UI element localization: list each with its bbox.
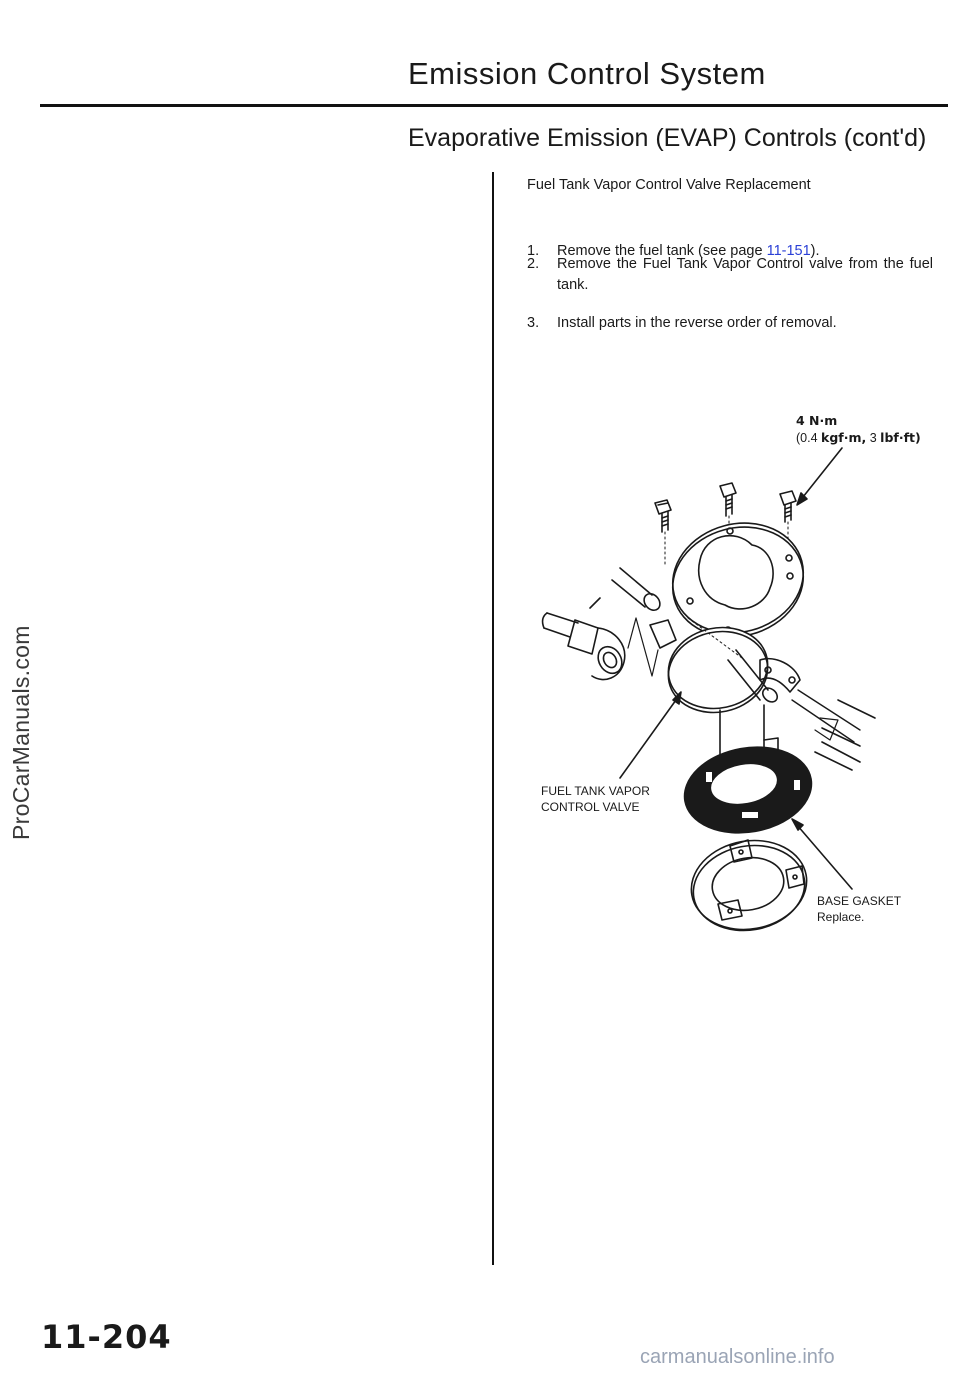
step-number: 3. — [527, 315, 540, 331]
step-number: 1. — [527, 243, 540, 259]
fuel-hose-icon — [543, 613, 627, 680]
exploded-view-diagram — [520, 400, 900, 940]
procedure-title: Fuel Tank Vapor Control Valve Replacement — [527, 177, 811, 193]
base-gasket-icon — [684, 832, 814, 939]
bolt-icon — [655, 500, 671, 565]
torque-spec-imperial: (0.4 kgf·m, 3 lbf·ft) — [796, 430, 921, 445]
page-number: 11-204 — [41, 1318, 172, 1356]
vapor-hose-icon — [590, 568, 663, 613]
gasket-label-line-2: Replace. — [817, 910, 865, 924]
step-text-start: Remove the fuel tank (see page — [557, 243, 767, 259]
section-title: Evaporative Emission (EVAP) Controls (cont'd) — [408, 124, 927, 152]
watermark-text: ProCarManuals.com — [8, 625, 34, 840]
torque-leader-arrow — [797, 448, 842, 505]
step-text: Install parts in the reverse order of removal. — [557, 315, 837, 331]
procedure-step-3 — [527, 313, 937, 337]
torque-spec-nm: 4 N·m — [796, 413, 838, 428]
column-divider — [492, 172, 494, 1265]
footer-site-text: carmanualsonline.info — [640, 1346, 835, 1368]
step-number: 2. — [527, 256, 540, 272]
title-divider — [40, 104, 948, 107]
step-text: Remove the Fuel Tank Vapor Control valve from the fuel tank. — [557, 256, 933, 293]
step-text-end: ). — [810, 243, 820, 259]
bolt-icon — [720, 483, 736, 530]
page-title: Emission Control System — [408, 56, 766, 91]
valve-leader-arrow — [620, 692, 681, 778]
valve-label-line-2: CONTROL VALVE — [541, 800, 640, 814]
page-reference-link[interactable]: 11-151 — [766, 243, 811, 259]
valve-label-line-1: FUEL TANK VAPOR — [541, 784, 650, 798]
procedure-step-2 — [527, 254, 937, 298]
gasket-label-line-1: BASE GASKET — [817, 894, 902, 908]
